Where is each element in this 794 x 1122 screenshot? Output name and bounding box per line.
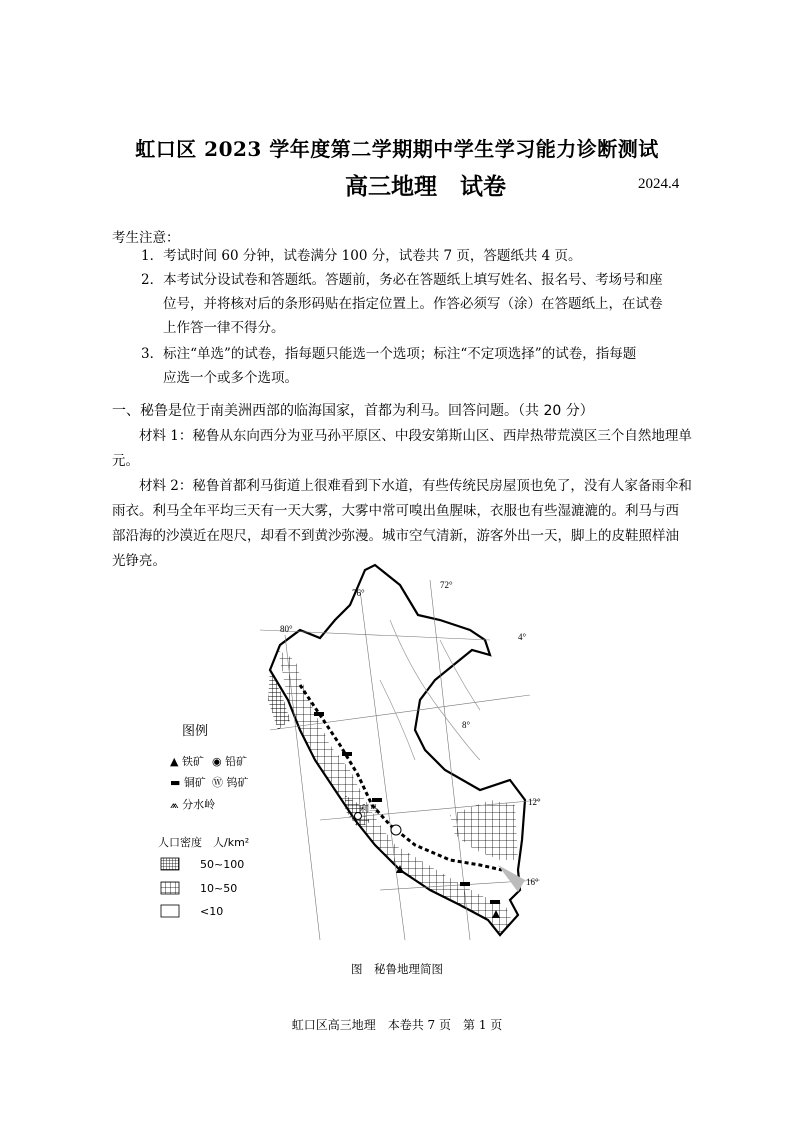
copper-icon: ▬: [170, 776, 181, 789]
lon-76: 76°: [352, 588, 365, 598]
notice-text: 标注“单选”的试卷，指每题只能选一个选项；标注“不定项选择”的试卷，指每题: [163, 346, 637, 362]
material-1: 材料 1：秘鲁从东向西分为亚马孙平原区、中段安第斯山区、西岸热带荒漠区三个自然地理单元。: [112, 428, 692, 469]
notice-item-2: [141, 268, 663, 292]
lead-icon: ◉: [212, 755, 222, 768]
copper-mark: [314, 712, 324, 716]
legend-title: 图例: [182, 724, 209, 739]
legend-density-3: <10: [200, 905, 224, 918]
legend-tungsten: Ⓦ 钨矿: [212, 776, 249, 789]
density-swatches: [160, 857, 182, 919]
exam-title: 虹口区 2023 学年度第二学期期中学生学习能力诊断测试: [135, 137, 659, 161]
notice-item-3-line2: 应选一个或多个选项。: [163, 370, 298, 386]
lat-12: 12°: [528, 797, 541, 807]
notice-item-1: [141, 244, 582, 268]
legend-density-2: 10~50: [200, 882, 238, 895]
exam-subtitle: 高三地理 试卷: [345, 174, 506, 200]
legend-copper: ▬ 铜矿: [170, 776, 206, 789]
notice-text: 考试时间 60 分钟，试卷满分 100 分，试卷共 7 页，答题纸共 4 页。: [163, 248, 582, 264]
notice-item-2-line2: 位号，并将核对后的条形码贴在指定位置上。作答必须写（涂）在答题纸上，在试卷: [163, 296, 663, 312]
divide-icon: ⩕: [170, 798, 179, 811]
section-heading: 一、秘鲁是位于南美洲西部的临海国家，首都为利马。回答问题。（共 20 分）: [112, 403, 594, 419]
notice-item-2-line3: 上作答一律不得分。: [163, 320, 285, 336]
exam-date: 2024.4: [638, 176, 680, 192]
figure-caption: 图 秘鲁地理简图: [351, 962, 443, 976]
notice-num: 2．: [141, 272, 164, 288]
lead-mark: [391, 825, 401, 835]
lat-8: 8°: [462, 720, 471, 730]
notice-heading: 考生注意：: [112, 230, 180, 246]
legend-lead: ◉ 铅矿: [212, 755, 248, 768]
lon-80: 80°: [280, 624, 293, 634]
notice-item-3: [141, 342, 636, 366]
copper-mark: [460, 882, 470, 886]
copper-mark: [490, 900, 500, 904]
notice-num: 3．: [141, 346, 164, 362]
peru-map: [240, 560, 570, 940]
lat-4: 4°: [518, 632, 527, 642]
legend-density-title: 人口密度 人/km²: [158, 836, 250, 849]
legend-density-1: 50~100: [200, 858, 245, 871]
iron-icon: ▲: [170, 755, 179, 768]
notice-num: 1．: [141, 248, 164, 264]
material-2: 材料 2：秘鲁首都利马街道上很难看到下水道，有些传统民房屋顶也免了，没有人家备雨伞和雨衣。利马全年平均三天有一天大雾，大雾中常可嗅出鱼腥味，衣服也有些湿漉漉的。利马与西部沿海的沙漠近在咫尺，却看不到黄沙弥漫。城市空气清新，游客外出一天，脚上的皮鞋照样油光铮亮。: [112, 478, 692, 569]
tungsten-icon: Ⓦ: [212, 776, 223, 789]
copper-mark: [342, 752, 352, 756]
lat-16: 16°: [526, 877, 539, 887]
notice-text: 本考试分设试卷和答题纸。答题前，务必在答题纸上填写姓名、报名号、考场号和座: [163, 272, 663, 288]
legend-iron: ▲ 铁矿: [170, 755, 204, 768]
lima-label: 利马: [360, 805, 379, 815]
legend-divide: ⩕ 分水岭: [170, 798, 216, 811]
page-footer: 虹口区高三地理 本卷共 7 页 第 1 页: [291, 1018, 503, 1032]
copper-mark: [372, 798, 382, 802]
lon-72: 72°: [440, 580, 453, 590]
